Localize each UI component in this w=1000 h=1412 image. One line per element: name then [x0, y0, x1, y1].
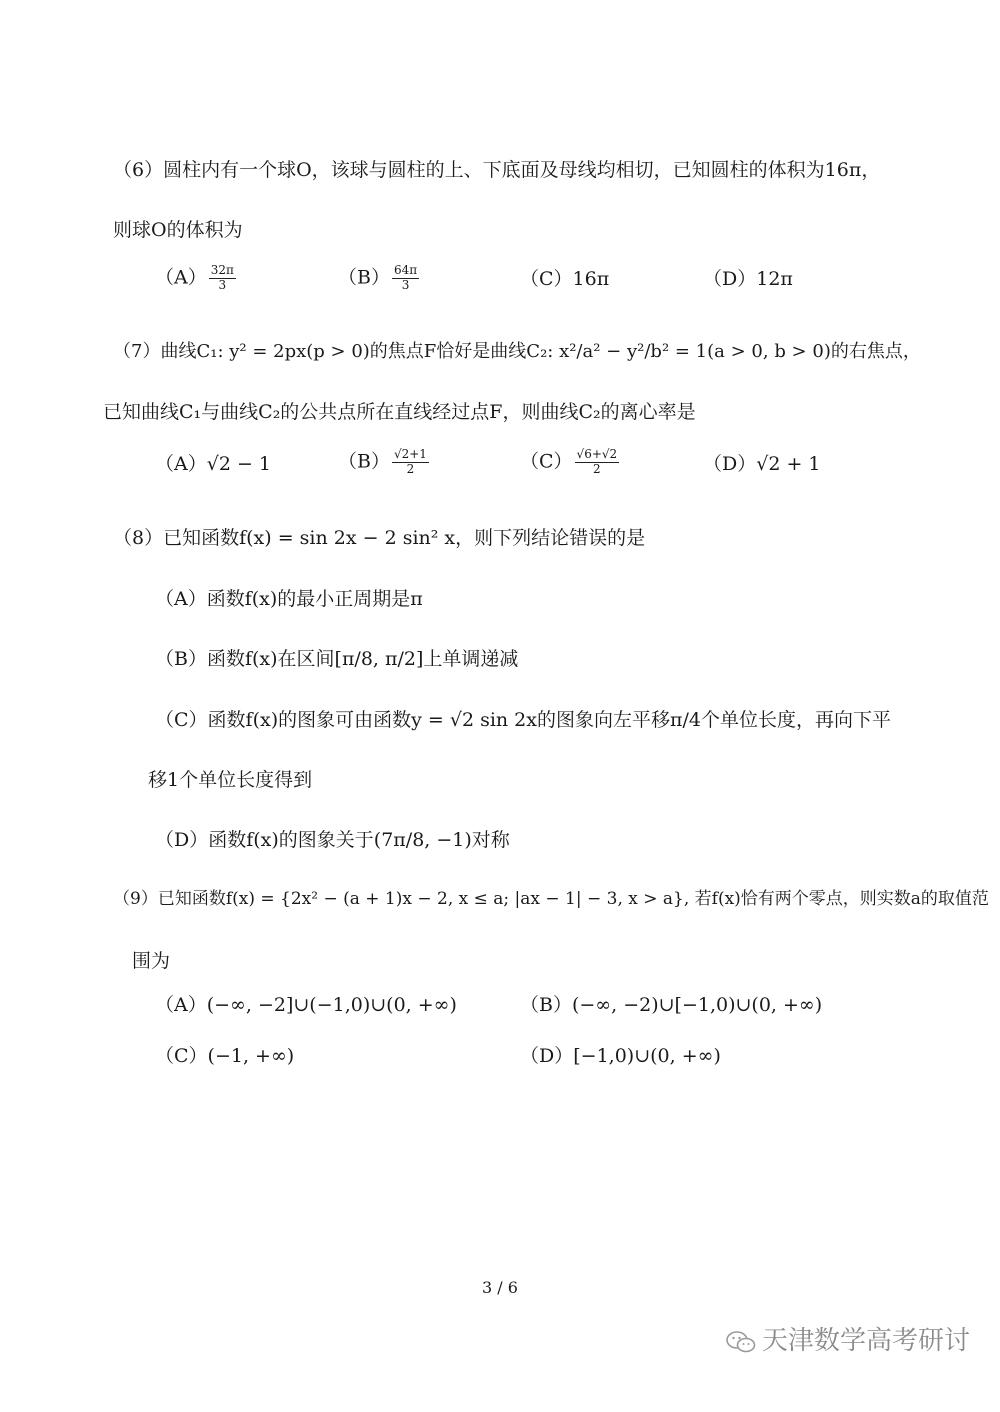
q6-option-a	[155, 264, 238, 293]
q9-option-c	[155, 1047, 294, 1066]
q6-stem-line1	[113, 161, 880, 180]
q9-option-a	[155, 996, 457, 1015]
watermark	[726, 1320, 970, 1357]
q8-stem-text: （8）已知函数f(x) = sin 2x − 2 sin² x，则下列结论错误的是	[113, 527, 646, 549]
q7-option-b-fraction	[392, 448, 429, 477]
q6-option-c-text: （C）16π	[520, 268, 610, 290]
q6-option-b-den: 3	[401, 277, 410, 292]
q8-option-b	[155, 650, 518, 669]
page-number-text: 3 / 6	[482, 1278, 518, 1297]
q7-stem-line1-text: （7）曲线C₁: y² = 2px(p > 0)的焦点F恰好是曲线C₂: x²/a² − y²/b² = 1(a > 0, b > 0)的右焦点，	[113, 341, 921, 362]
q7-option-b-num: √2+1	[393, 447, 427, 461]
q9-option-b	[520, 996, 822, 1015]
q6-option-b-num: 64π	[393, 263, 418, 277]
q6-option-b-label: （B）	[338, 266, 390, 289]
q9-option-c-text: （C）(−1, +∞)	[155, 1045, 295, 1067]
q6-option-d-text: （D）12π	[703, 268, 793, 290]
q7-option-c	[520, 448, 621, 477]
q6-option-a-label: （A）	[155, 266, 207, 289]
q8-option-c-line2	[148, 771, 312, 790]
q9-option-d-text: （D）[−1,0)∪(0, +∞)	[520, 1045, 721, 1067]
q7-stem-line2	[103, 403, 696, 422]
q7-option-d	[703, 455, 821, 474]
q7-option-c-num: √6+√2	[576, 447, 618, 461]
q7-option-c-den: 2	[593, 461, 601, 476]
q8-option-a-text: （A）函数f(x)的最小正周期是π	[155, 588, 423, 610]
q7-stem-line2-text: 已知曲线C₁与曲线C₂的公共点所在直线经过点F，则曲线C₂的离心率是	[103, 401, 696, 423]
q7-option-a-text: （A）√2 − 1	[155, 453, 272, 475]
q6-stem-line2	[113, 221, 243, 240]
q6-option-a-fraction	[209, 264, 236, 293]
q8-option-a	[155, 590, 423, 609]
q9-stem-line1-text: （9）已知函数f(x) = {2x² − (a + 1)x − 2, x ≤ a; |ax − 1| − 3, x > a}, 若f(x)恰有两个零点，则实数a的取值范	[113, 889, 989, 909]
q7-option-b-den: 2	[406, 461, 415, 476]
q9-option-a-text: （A）(−∞, −2]∪(−1,0)∪(0, +∞)	[155, 994, 457, 1016]
q6-option-b-fraction	[392, 264, 419, 293]
q6-option-a-num: 32π	[210, 263, 234, 277]
q6-option-d	[703, 270, 793, 289]
q7-option-b-label: （B）	[338, 450, 390, 473]
q9-stem-line2	[132, 952, 170, 971]
q9-stem-line2-text: 围为	[132, 950, 171, 972]
q9-stem-line1	[113, 891, 989, 908]
q8-stem	[113, 529, 645, 548]
watermark-text: 天津数学高考研讨	[761, 1326, 970, 1356]
q6-stem-line1-text: （6）圆柱内有一个球O，该球与圆柱的上、下底面及母线均相切，已知圆柱的体积为16π，	[113, 159, 881, 181]
page-number	[0, 1278, 1000, 1297]
q7-option-b	[338, 448, 431, 477]
q8-option-d-text: （D）函数f(x)的图象关于(7π/8, −1)对称	[155, 829, 510, 851]
q7-option-d-text: （D）√2 + 1	[703, 453, 821, 475]
q8-option-c-line2-text: 移1个单位长度得到	[148, 769, 313, 791]
q7-stem-line1	[113, 343, 921, 361]
q8-option-c-line1	[155, 711, 891, 730]
q8-option-b-text: （B）函数f(x)在区间[π/8, π/2]上单调递减	[155, 648, 519, 670]
q8-option-c-line1-text: （C）函数f(x)的图象可由函数y = √2 sin 2x的图象向左平移π/4个单位长度，再向下平	[155, 709, 891, 731]
q9-option-d	[520, 1047, 721, 1066]
q8-option-d	[155, 831, 510, 850]
q7-option-a	[155, 455, 271, 474]
q6-option-a-den: 3	[218, 277, 227, 292]
q7-option-c-fraction	[575, 448, 620, 477]
q9-option-b-text: （B）(−∞, −2)∪[−1,0)∪(0, +∞)	[520, 994, 823, 1016]
q7-option-c-label: （C）	[520, 450, 573, 473]
wechat-icon	[726, 1330, 756, 1354]
q6-option-b	[338, 264, 421, 293]
q6-option-c	[520, 270, 609, 289]
q6-stem-line2-text: 则球O的体积为	[113, 219, 243, 241]
